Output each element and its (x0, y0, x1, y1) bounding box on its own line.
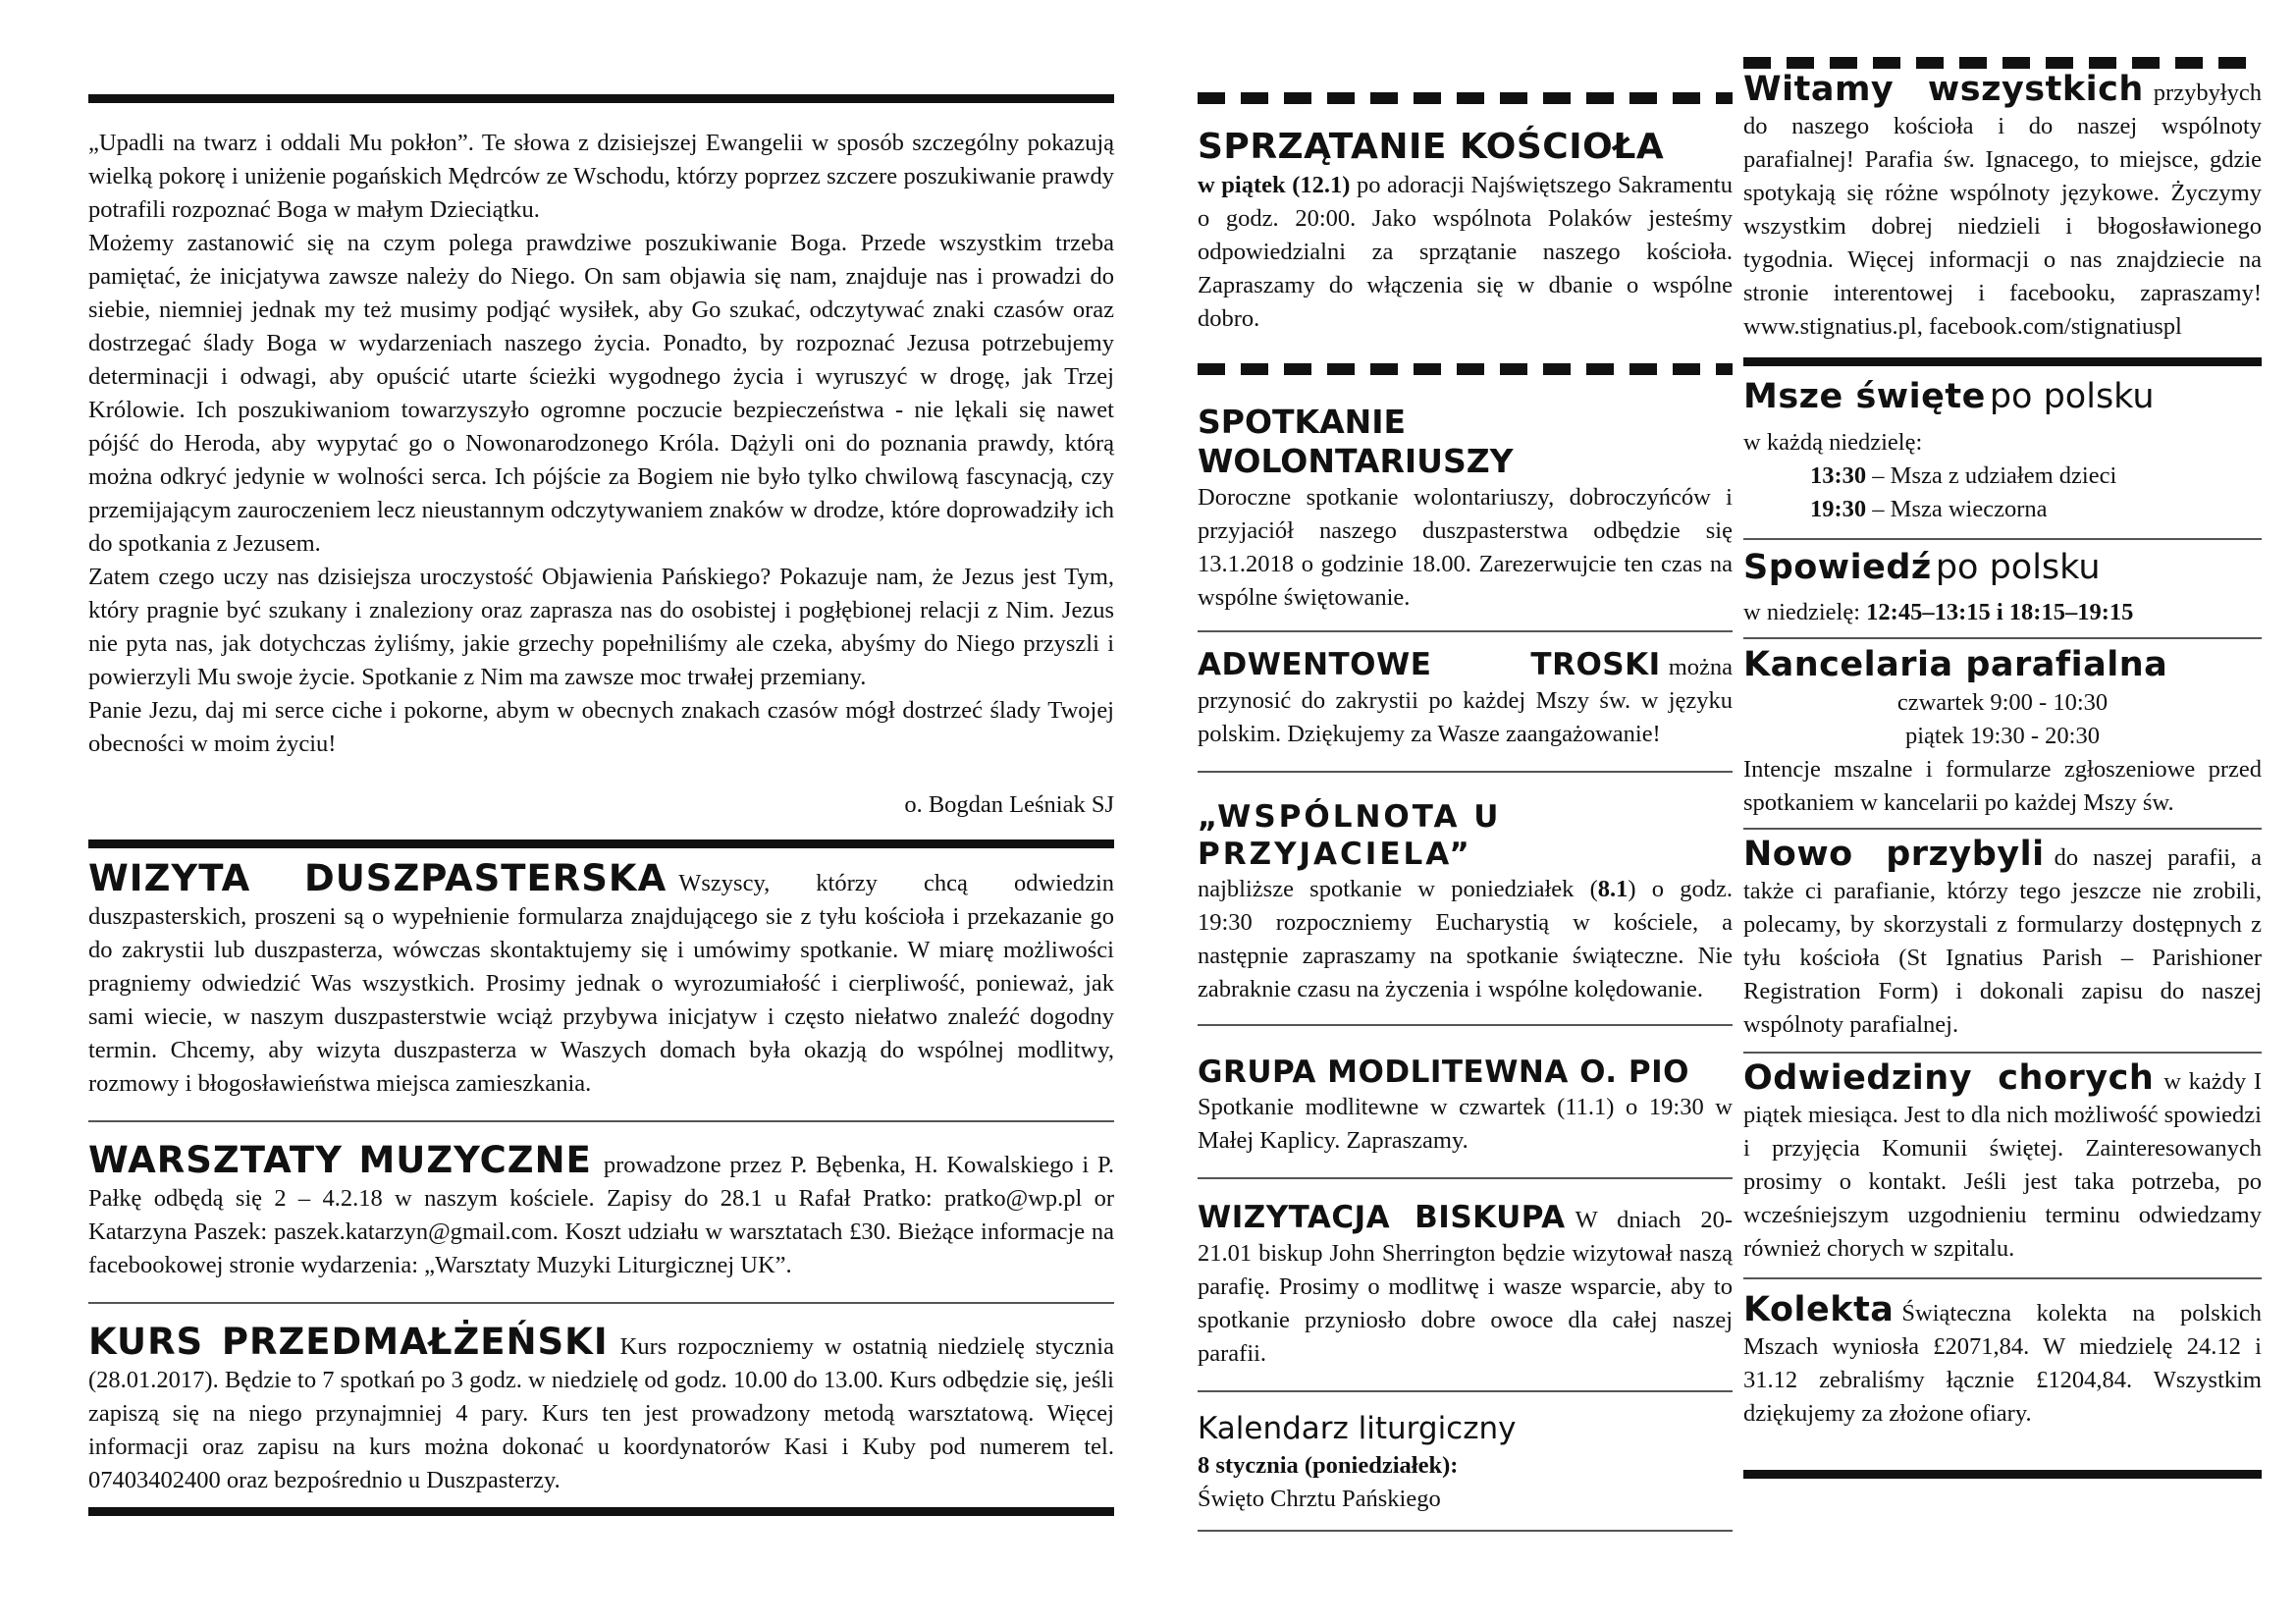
divider (1198, 1024, 1733, 1026)
wizyta-section (88, 857, 1115, 1101)
kancelaria-text: Intencje mszalne i formularze zgłoszeniowe przed spotkaniem w kancelarii po każdej Mszy św. (1743, 756, 2262, 816)
wspolnota-section (1198, 798, 1733, 1006)
kalendarz-section (1198, 1408, 1733, 1516)
divider (1743, 538, 2262, 540)
witamy-text: przybyłych do naszego kościoła i do naszej wspólnoty parafialnej! Parafia św. Ignacego, to miejsce, gdzie spotykają się różne wspólnoty językowe. Życzymy wszystkim dobrej niedzieli i błogosławionego tygodnia. Więcej informacji o nas znajdziecie na stronie interentowej i facebooku, zapraszamy! www.stignatius.pl, facebook.com/stignatiuspl (1743, 80, 2262, 340)
pio-text: Spotkanie modlitewne w czwartek (11.1) o 19:30 w Małej Kaplicy. Zapraszamy. (1198, 1094, 1733, 1154)
homily-paragraph: Zatem czego uczy nas dzisiejsza uroczystość Objawienia Pańskiego? Pokazuje nam, że Jezus jest Tym, który pragnie być szukany i znaleziony oraz zaprasza nas do osobistej i pogłębionej relacji z Nim. Jezus nie pyta nas, jak dotychczas żyliśmy, jakie grzechy popełniliśmy ale czeka, abyśmy do Niego przyszli i powierzyli Mu swoje życie. Spotkanie z Nim ma zawsze moc trwałej przemiany. (88, 564, 1114, 690)
sprzatanie-text: po adoracji Najświętszego Sakramentu o godz. 20:00. Jako wspólnota Polaków jesteśmy odpowiedzialni za sprzątanie naszego kościoła. Zapraszamy do włączenia się w dbanie o wspólne dobro. (1198, 172, 1733, 332)
kolekta-text: Świąteczna kolekta na polskich Mszach wyniosła £2071,84. W miedzielę 24.12 i 31.12 zebraliśmy łącznie £1204,84. Wszystkim dziękujemy za złożone ofiary. (1743, 1300, 2262, 1427)
kurs-section (88, 1321, 1114, 1497)
warsztaty-text: prowadzone przez P. Bębenka, H. Kowalskiego i P. Pałkę odbędą się 2 – 4.2.18 w naszym kościele. Zapisy do 28.1 u Rafał Pratko: pratko@wp.pl or Katarzyna Paszek: paszek.katarzyn@gmail.com. Koszt udziału w warsztatach £30. Bieżące informacje na facebookowej stronie wydarzenia: „Warsztaty Muzyki Liturgicznej UK”. (88, 1152, 1114, 1278)
kancelaria-hours: czwartek 9:00 - 10:30 (1896, 689, 2109, 716)
msze-title: Msze święte (1743, 377, 1986, 416)
adwentowe-text: można przynosić do zakrystii po każdej Mszy św. w języku polskim. Dziękujemy za Wasze zaangażowanie! (1198, 654, 1733, 747)
divider (1198, 1390, 1733, 1392)
chorzy-text: w każdy I piątek miesiąca. Jest to dla nich możliwość spowiedzi i przyjęcia Komunii świętej. Zainteresowanych prosimy o kontakt. Jeśli jest taka potrzeba, po wcześniejszym uzgodnieniu terminu odwiedzamy również chorych w szpitalu. (1743, 1068, 2262, 1262)
top-rule (88, 94, 1114, 103)
witamy-section (1743, 70, 2262, 344)
kolekta-title: Kolekta (1743, 1290, 1895, 1329)
divider (1743, 1052, 2262, 1054)
kancelaria-title: Kancelaria parafialna (1743, 645, 2168, 684)
spowiedz-times: 12:45–13:15 i 18:15–19:15 (1866, 599, 2134, 625)
divider (1743, 637, 2262, 639)
adwentowe-section (1198, 648, 1733, 751)
dashed-rule (1198, 92, 1733, 104)
divider (1198, 771, 1733, 773)
wspolnota-text: najbliższe spotkanie w poniedziałek ( (1198, 876, 1598, 902)
kalendarz-title: Kalendarz liturgiczny (1198, 1411, 1517, 1446)
section-rule (1743, 357, 2262, 366)
kurs-title: KURS PRZEDMAŁŻEŃSKI (88, 1321, 609, 1363)
msze-label: – Msza z udziałem dzieci (1872, 462, 2117, 489)
spowiedz-title: Spowiedź (1743, 548, 1932, 587)
kalendarz-feast: Święto Chrztu Pańskiego (1198, 1486, 1441, 1512)
biskup-title: WIZYTACJA BISKUPA (1198, 1200, 1566, 1235)
dashed-rule (1198, 363, 1733, 375)
biskup-text: W dniach 20-21.01 biskup John Sherrington będzie wizytował naszą parafię. Prosimy o modlitwę i wasze wsparcie, aby to spotkanie przyniosło dobre owoce dla całej naszej parafii. (1198, 1207, 1733, 1367)
wspolnota-title: „WSPÓLNOTA U PRZYJACIELA” (1198, 799, 1502, 872)
wolontariusze-section (1198, 403, 1733, 615)
divider (1198, 1530, 1733, 1532)
msze-label: – Msza wieczorna (1872, 496, 2048, 522)
divider (88, 1302, 1114, 1304)
divider (88, 1120, 1114, 1122)
spowiedz-intro: w niedzielę: (1743, 599, 1867, 625)
bottom-rule (88, 1507, 1114, 1516)
kancelaria-section (1743, 643, 2262, 820)
spowiedz-section (1743, 546, 2262, 629)
wizyta-text: Wszyscy, którzy chcą odwiedzin duszpasterskich, proszeni są o wypełnienie formularza znajdującego sie z tyłu kościoła i przekazanie go do zakrystii lub duszpasterza, wówczas skontaktujemy się i umówimy spotkanie. W miarę możliwości pragniemy odwiedzić Was wszystkich. Prosimy jednak o wyrozumiałość i cierpliwość, ponieważ, jak sami wiecie, w naszym duszpasterstwie wciąż przybywa inicjatyw i często niełatwo znaleźć dogodny termin. Chcemy, aby wizyta duszpasterza w Waszych domach była okazją do wspólnej modlitwy, rozmowy i błogosławieństwa miejsca zamieszkania. (88, 870, 1115, 1097)
signature: o. Bogdan Leśniak SJ (904, 791, 1114, 818)
warsztaty-title: WARSZTATY MUZYCZNE (88, 1139, 592, 1181)
divider (1198, 1177, 1733, 1179)
warsztaty-section (88, 1139, 1114, 1282)
wizyta-title: WIZYTA DUSZPASTERSKA (88, 857, 667, 899)
homily (88, 127, 1114, 822)
msze-intro: w każdą niedzielę: (1743, 429, 1923, 456)
divider (1198, 630, 1733, 632)
spowiedz-title-light: po polsku (1935, 548, 2101, 587)
kalendarz-date: 8 stycznia (poniedziałek): (1198, 1452, 1459, 1479)
msze-title-light: po polsku (1989, 377, 2155, 416)
section-rule (88, 839, 1114, 848)
nowo-title: Nowo przybyli (1743, 835, 2045, 874)
wolontariusze-title: SPOTKANIE WOLONTARIUSZY (1198, 403, 1514, 480)
kancelaria-hours: piątek 19:30 - 20:30 (1904, 723, 2100, 749)
msze-time: 13:30 (1810, 462, 1867, 489)
chorzy-title: Odwiedziny chorych (1743, 1058, 2155, 1098)
left-column (88, 0, 1114, 1516)
nowo-text: do naszej parafii, a także ci parafianie, którzy tego jeszcze nie zrobili, polecamy, by skorzystali z formularzy dostępnych z tyłu kościoła (St Ignatius Parish – Parishioner Registration Form) i dokonali zapisu do naszej wspólnoty parafialnej. (1743, 844, 2262, 1038)
homily-paragraph: Panie Jezu, daj mi serce ciche i pokorne, abym w obecnych znakach czasów mógł dostrzeć ślady Twojej obecności w moim życiu! (88, 697, 1114, 757)
sprzatanie-section (1198, 126, 1733, 336)
homily-paragraph: „Upadli na twarz i oddali Mu pokłon”. Te słowa z dzisiejszej Ewangelii w sposób szczególny pokazują wielką pokorę i uniżenie pogańskich Mędrców ze Wschodu, którzy poprzez szczere poszukiwanie prawdy potrafili rozpoznać Boga w małym Dzieciątku. (88, 130, 1114, 223)
kurs-text: Kurs rozpoczniemy w ostatnią niedzielę stycznia (28.01.2017). Będzie to 7 spotkań po 3 godz. w niedzielę od godz. 10.00 do 13.00. Kurs odbędzie się, jeśli zapiszą się na niego przynajmniej 4 pary. Kurs ten jest prowadzony metodą warsztatową. Więcej informacji oraz zapisu na kurs można dokonać u koordynatorów Kasi i Kuby pod numerem tel. 07403402400 oraz bezpośrednio u Duszpasterzy. (88, 1333, 1114, 1493)
bottom-rule (1743, 1470, 2262, 1479)
msze-section (1743, 374, 2262, 526)
chorzy-section (1743, 1058, 2262, 1266)
divider (1743, 1277, 2262, 1279)
divider (1743, 828, 2262, 830)
wspolnota-text: ) o godz. 19:30 rozpoczniemy Eucharystią w kościele, a następnie zapraszamy na spotkanie świąteczne. Nie zabraknie czasu na życzenia i wspólne kolędowanie. (1198, 876, 1733, 1002)
sprzatanie-lead: w piątek (12.1) (1198, 172, 1351, 198)
msze-time: 19:30 (1810, 496, 1867, 522)
middle-column (1198, 0, 1733, 1532)
dashed-rule (1743, 57, 2262, 69)
wolontariusze-text: Doroczne spotkanie wolontariuszy, dobroczyńców i przyjaciół naszego duszpasterstwa odbędzie się 13.1.2018 o godzinie 18.00. Zarezerwujcie ten czas na wspólne świętowanie. (1198, 484, 1733, 611)
adwentowe-title: ADWENTOWE TROSKI (1198, 647, 1661, 682)
witamy-title: Witamy wszystkich (1743, 70, 2144, 109)
right-column (1743, 0, 2262, 1479)
sprzatanie-title: SPRZĄTANIE KOŚCIOŁA (1198, 127, 1665, 167)
nowo-section (1743, 835, 2262, 1042)
biskup-section (1198, 1201, 1733, 1371)
pio-title: GRUPA MODLITEWNA O. PIO (1198, 1055, 1689, 1090)
wspolnota-date: 8.1 (1597, 876, 1629, 902)
pio-section (1198, 1054, 1733, 1158)
kolekta-section (1743, 1290, 2262, 1431)
homily-paragraph: Możemy zastanowić się na czym polega prawdziwe poszukiwanie Boga. Przede wszystkim trzeba pamiętać, że inicjatywa zawsze należy do Niego. On sam objawia się nam, znajduje nas i prowadzi do siebie, niemniej jednak my też musimy podjąć wysiłek, aby Go szukać, odczytywać znaki czasów oraz dostrzegać ślady Boga w wydarzeniach naszego życia. Ponadto, by rozpoznać Jezusa potrzebujemy determinacji i odwagi, aby opuścić utarte ścieżki wygodnego życia i wyruszyć w drogę, jak Trzej Królowie. Ich poszukiwaniom towarzyszyło ogromne poczucie bezpieczeństwa - nie lękali się nawet pójść do Heroda, aby wypytać go o Nowonarodzonego Króla. Dążyli oni do poznania prawdy, którą można odkryć jedynie w wolności serca. Ich pójście za Bogiem nie było tylko chwilową fascynacją, czy przemijającym zauroczeniem lecz nieustannym odczytywaniem znaków w drodze, które doprowadziły ich do spotkania z Jezusem. (88, 230, 1114, 557)
